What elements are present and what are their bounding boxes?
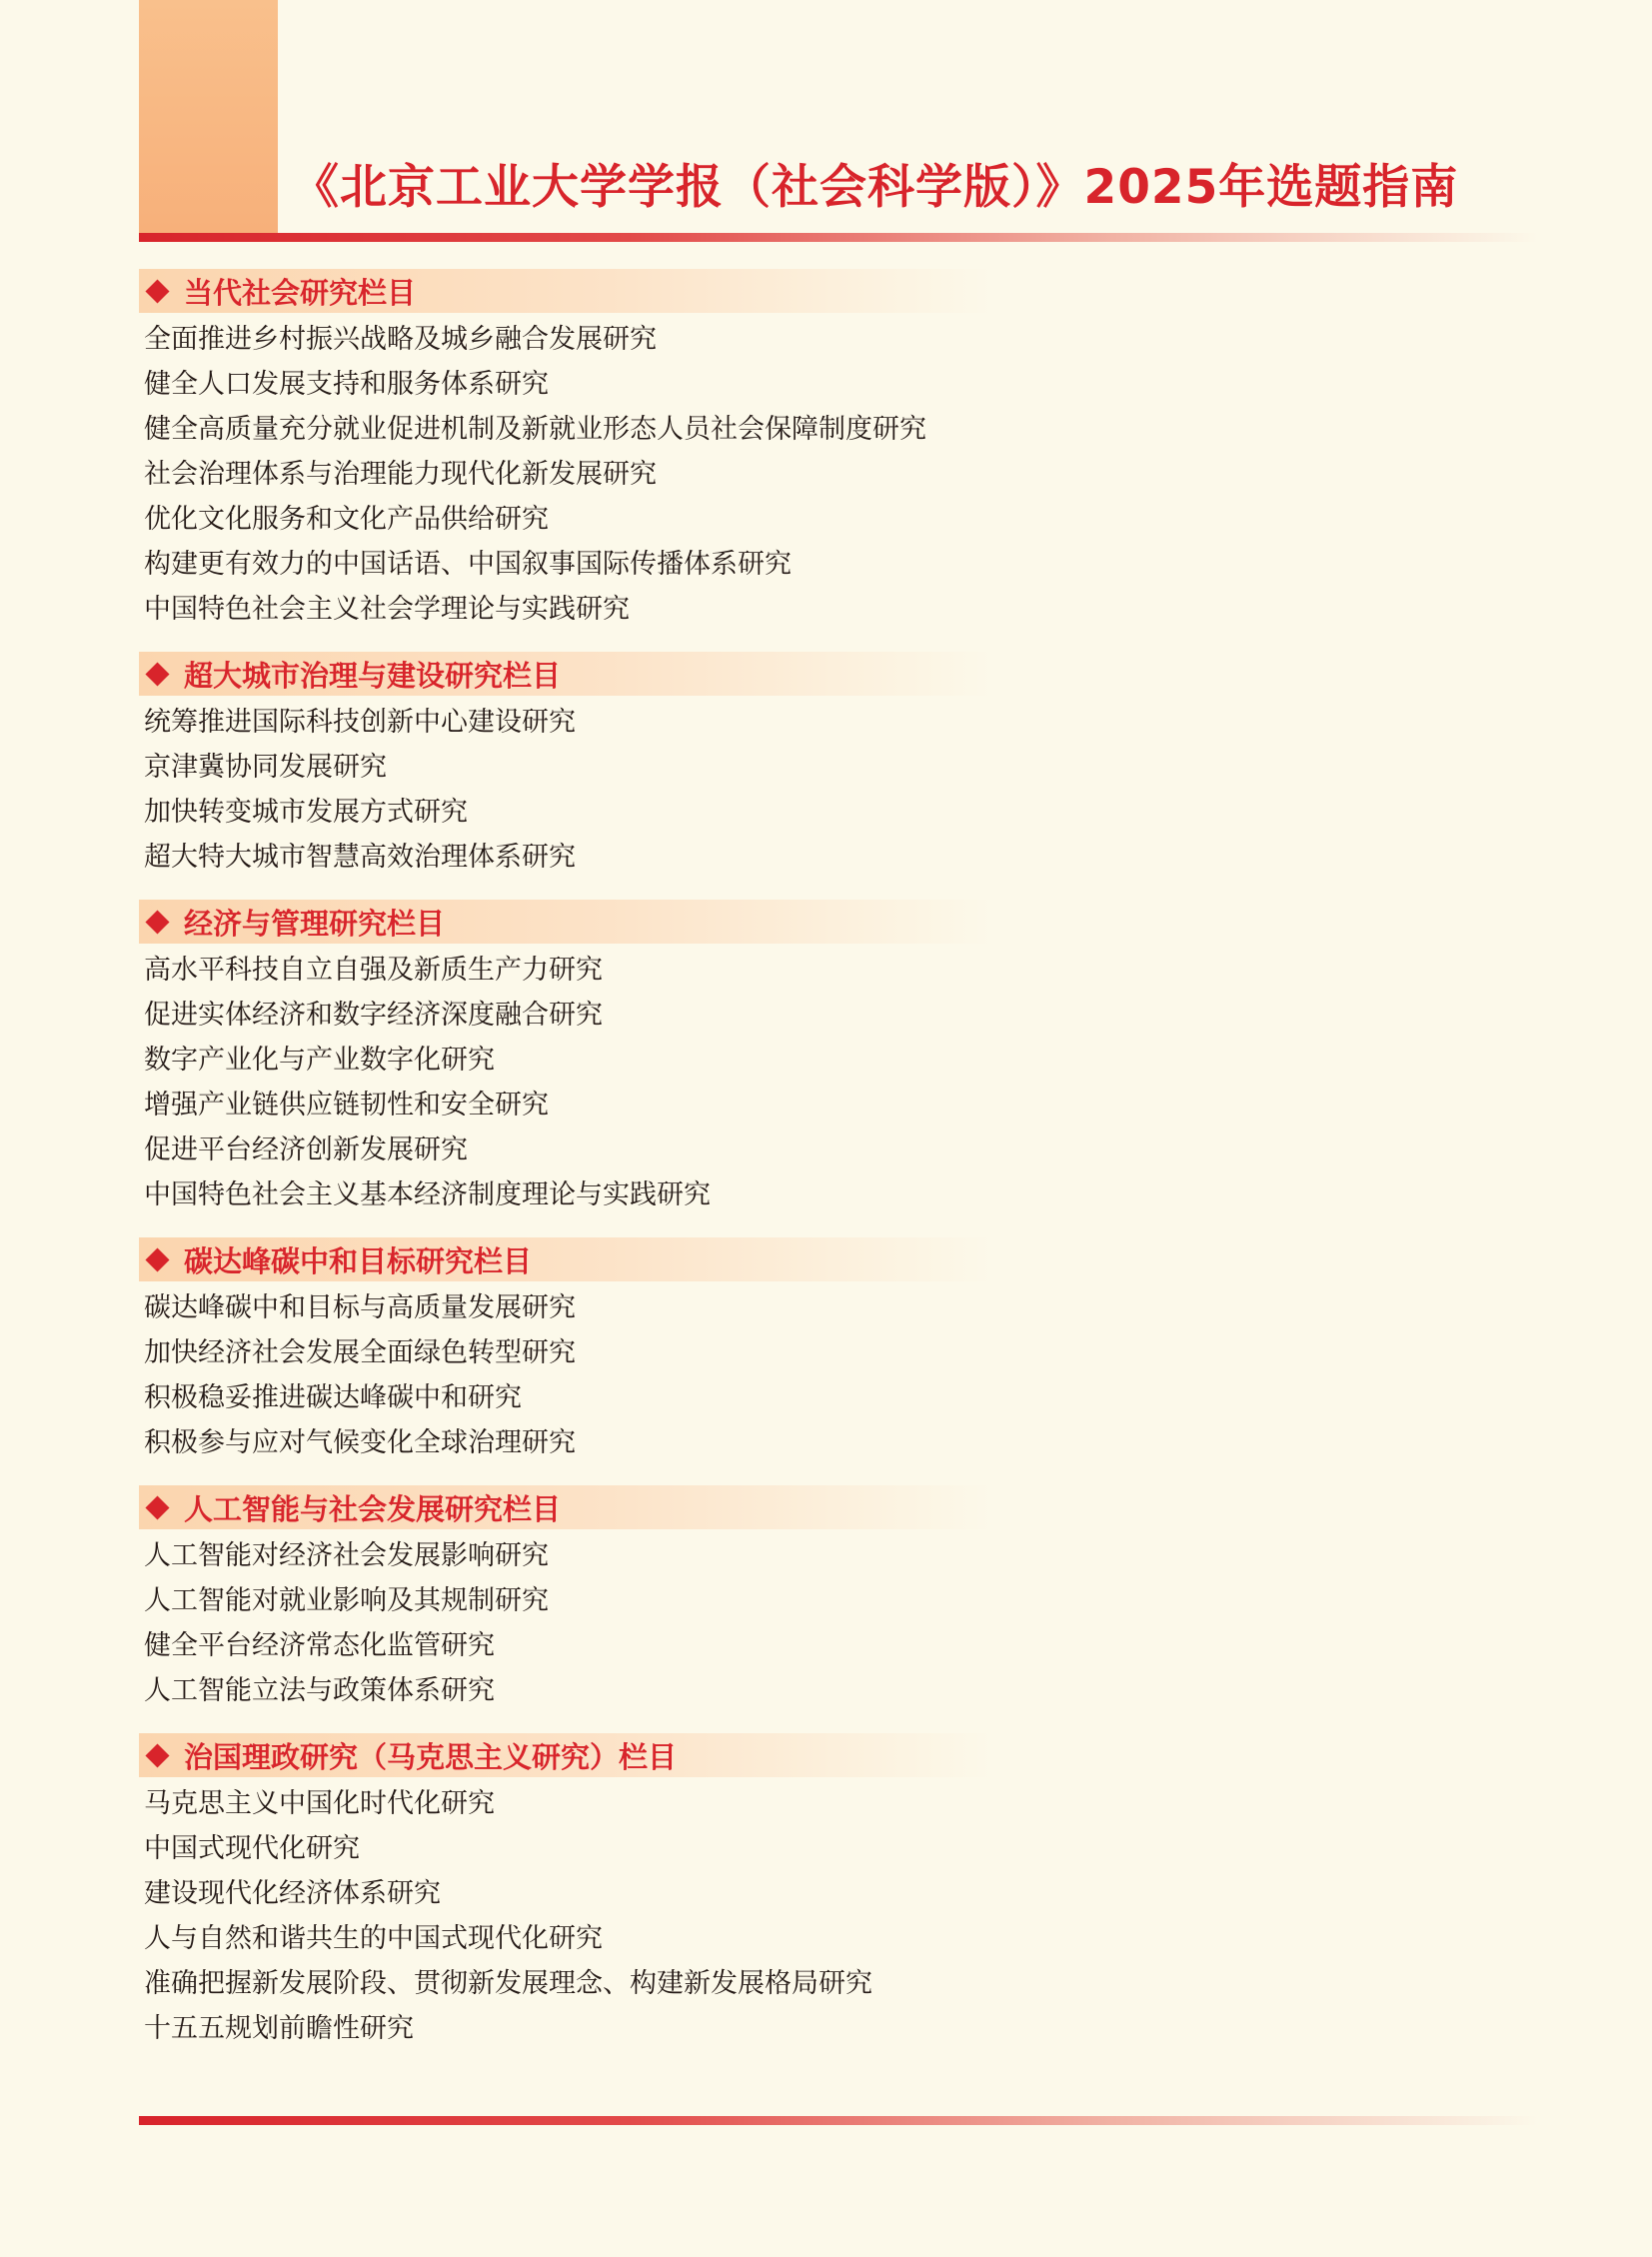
- page-title: 《北京工业大学学报（社会科学版）》2025年选题指南: [292, 160, 1459, 215]
- section-title: 超大城市治理与建设研究栏目: [184, 658, 562, 693]
- topic-item: 促进实体经济和数字经济深度融合研究: [144, 1000, 603, 1031]
- topic-item: 碳达峰碳中和目标与高质量发展研究: [144, 1292, 576, 1323]
- topic-item: 构建更有效力的中国话语、中国叙事国际传播体系研究: [144, 549, 792, 580]
- footer-divider: [139, 2116, 1538, 2125]
- topic-list: [139, 317, 1138, 632]
- section-header: [139, 900, 993, 944]
- topic-item: 准确把握新发展阶段、贯彻新发展理念、构建新发展格局研究: [144, 1968, 872, 1999]
- section-contemporary-society: [139, 269, 1138, 632]
- topic-item: 十五五规划前瞻性研究: [144, 2013, 414, 2044]
- diamond-icon: [145, 1495, 169, 1519]
- topic-item: 健全高质量充分就业促进机制及新就业形态人员社会保障制度研究: [144, 414, 926, 445]
- section-megacity-governance: [139, 652, 1138, 880]
- topic-item: 中国特色社会主义社会学理论与实践研究: [144, 594, 630, 625]
- topic-list: [139, 1781, 1138, 2051]
- topic-item: 中国式现代化研究: [144, 1833, 360, 1864]
- section-header: [139, 1733, 993, 1777]
- diamond-icon: [145, 279, 169, 303]
- topic-item: 中国特色社会主义基本经济制度理论与实践研究: [144, 1179, 711, 1210]
- topic-item: 加快经济社会发展全面绿色转型研究: [144, 1337, 576, 1368]
- section-governance-marxism: [139, 1733, 1138, 2051]
- topic-item: 京津冀协同发展研究: [144, 752, 387, 783]
- topic-item: 全面推进乡村振兴战略及城乡融合发展研究: [144, 324, 657, 355]
- topic-item: 统筹推进国际科技创新中心建设研究: [144, 707, 576, 738]
- topic-item: 健全平台经济常态化监管研究: [144, 1630, 495, 1661]
- section-title: 碳达峰碳中和目标研究栏目: [184, 1243, 533, 1278]
- section-title: 当代社会研究栏目: [184, 275, 417, 310]
- topic-list: [139, 700, 1138, 880]
- section-header: [139, 1237, 993, 1281]
- topic-list: [139, 1285, 1138, 1465]
- topic-list: [139, 948, 1138, 1217]
- section-title: 经济与管理研究栏目: [184, 906, 446, 941]
- section-header: [139, 269, 993, 313]
- topic-item: 促进平台经济创新发展研究: [144, 1134, 468, 1165]
- topic-item: 人工智能立法与政策体系研究: [144, 1675, 495, 1706]
- topic-item: 人与自然和谐共生的中国式现代化研究: [144, 1923, 603, 1954]
- topic-guide: [139, 269, 1138, 2071]
- topic-item: 高水平科技自立自强及新质生产力研究: [144, 955, 603, 986]
- topic-list: [139, 1533, 1138, 1713]
- topic-item: 建设现代化经济体系研究: [144, 1878, 441, 1909]
- topic-item: 积极参与应对气候变化全球治理研究: [144, 1427, 576, 1458]
- topic-item: 加快转变城市发展方式研究: [144, 797, 468, 828]
- diamond-icon: [145, 662, 169, 686]
- section-title: 人工智能与社会发展研究栏目: [184, 1491, 562, 1526]
- section-carbon-neutrality: [139, 1237, 1138, 1465]
- decorative-corner-block: [139, 0, 278, 233]
- section-artificial-intelligence: [139, 1485, 1138, 1713]
- topic-item: 马克思主义中国化时代化研究: [144, 1788, 495, 1819]
- section-economics-management: [139, 900, 1138, 1217]
- diamond-icon: [145, 1743, 169, 1767]
- topic-item: 优化文化服务和文化产品供给研究: [144, 504, 549, 535]
- topic-item: 数字产业化与产业数字化研究: [144, 1045, 495, 1076]
- diamond-icon: [145, 910, 169, 934]
- section-header: [139, 652, 993, 696]
- section-header: [139, 1485, 993, 1529]
- diamond-icon: [145, 1247, 169, 1271]
- topic-item: 增强产业链供应链韧性和安全研究: [144, 1090, 549, 1121]
- topic-item: 健全人口发展支持和服务体系研究: [144, 369, 549, 400]
- topic-item: 超大特大城市智慧高效治理体系研究: [144, 842, 576, 873]
- topic-item: 人工智能对就业影响及其规制研究: [144, 1585, 549, 1616]
- topic-item: 人工智能对经济社会发展影响研究: [144, 1540, 549, 1571]
- topic-item: 积极稳妥推进碳达峰碳中和研究: [144, 1382, 522, 1413]
- header-divider: [139, 233, 1538, 242]
- topic-item: 社会治理体系与治理能力现代化新发展研究: [144, 459, 657, 490]
- section-title: 治国理政研究（马克思主义研究）栏目: [184, 1739, 678, 1774]
